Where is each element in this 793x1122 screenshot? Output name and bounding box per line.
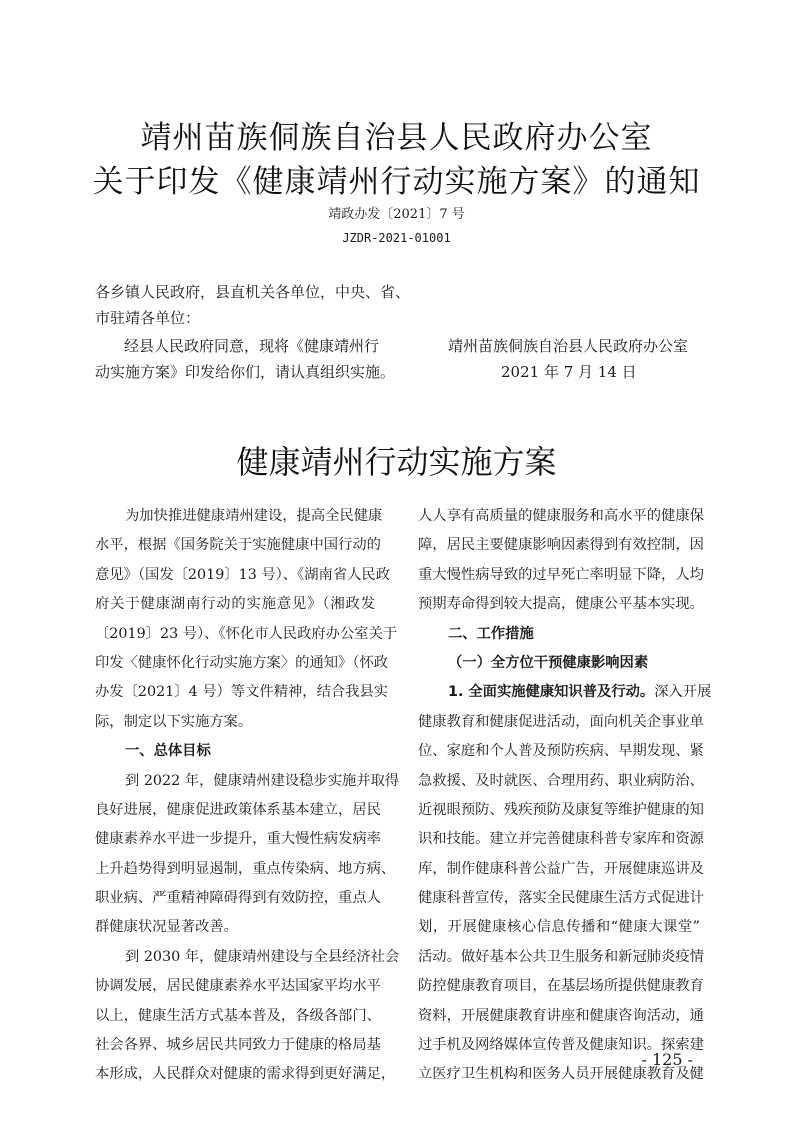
text-line: 上升趋势得到明显遏制，重点传染病、地方病、 bbox=[95, 860, 396, 877]
notice-title-line-1: 靖州苗族侗族自治县人民政府办公室 bbox=[140, 120, 653, 156]
document-number: 靖政办发〔2021〕7 号 bbox=[328, 207, 465, 222]
section-heading: 一、总体目标 bbox=[125, 743, 211, 760]
text-line: 立医疗卫生机构和医务人员开展健康教育及健 bbox=[418, 1066, 704, 1083]
text-line: 识和技能。建立并完善健康科普专家库和资源 bbox=[418, 831, 704, 848]
issuing-office: 靖州苗族侗族自治县人民政府办公室 bbox=[448, 337, 689, 355]
text-line: 以上，健康生活方式基本普及，各级各部门、 bbox=[95, 1007, 381, 1024]
plan-title: 健康靖州行动实施方案 bbox=[236, 443, 557, 481]
text-line: 健康教育和健康促进活动，面向机关企事业单 bbox=[418, 713, 704, 730]
item-heading: 1. 全面实施健康知识普及行动。 bbox=[448, 684, 655, 701]
page-number: - 125 - bbox=[641, 1050, 693, 1069]
text-line: 为加快推进健康靖州建设，提高全民健康 bbox=[125, 508, 383, 524]
text-line: 活动。做好基本公共卫生服务和新冠肺炎疫情 bbox=[418, 948, 704, 965]
notice-title-line-2: 关于印发《健康靖州行动实施方案》的通知 bbox=[92, 164, 701, 200]
item-text: 深入开展 bbox=[654, 684, 712, 701]
text-line: 到 2022 年，健康靖州建设稳步实施并取得 bbox=[125, 772, 400, 789]
recipients-line-2: 市驻靖各单位： bbox=[95, 309, 201, 327]
text-line: 重大慢性病导致的过早死亡率明显下降，人均 bbox=[418, 566, 704, 583]
text-line: 人人享有高质量的健康服务和高水平的健康保 bbox=[418, 508, 704, 524]
document-code: JZDR-2021-01001 bbox=[342, 231, 451, 245]
text-line: 预期寿命得到较大提高，健康公平基本实现。 bbox=[418, 596, 704, 613]
text-line: 防控健康教育项目，在基层场所提供健康教育 bbox=[418, 978, 704, 995]
text-line: 急救援、及时就医、合理用药、职业病防治、 bbox=[418, 772, 704, 789]
text-line: 本形成，人民群众对健康的需求得到更好满足， bbox=[95, 1066, 396, 1083]
text-line: 社会各界、城乡居民共同致力于健康的格局基 bbox=[95, 1037, 381, 1054]
right-text-column bbox=[418, 502, 712, 1090]
text-line: 到 2030 年，健康靖州建设与全县经济社会 bbox=[125, 948, 400, 965]
recipients-line-1: 各乡镇人民政府，县直机关各单位，中央、省、 bbox=[95, 283, 411, 301]
text-line: 资料，开展健康教育讲座和健康咨询活动，通 bbox=[418, 1007, 704, 1024]
section-heading: （一）全方位干预健康影响因素 bbox=[448, 654, 649, 671]
text-line: 意见》（国发〔2019〕13 号）、《湖南省人民政 bbox=[95, 566, 391, 583]
text-line: 划，开展健康核心信息传播和“健康大课堂” bbox=[418, 919, 700, 936]
text-line: 职业病、严重精神障碍得到有效防控，重点人 bbox=[95, 890, 381, 907]
text-line: 健康科普宣传，落实全民健康生活方式促进计 bbox=[418, 890, 704, 907]
text-line: 健康素养水平进一步提升，重大慢性病发病率 bbox=[95, 831, 381, 848]
notice-body-line-1: 经县人民政府同意，现将《健康靖州行 bbox=[124, 337, 380, 355]
text-line: 位、家庭和个人普及预防疾病、早期发现、紧 bbox=[418, 743, 704, 760]
text-line: 水平，根据《国务院关于实施健康中国行动的 bbox=[95, 537, 381, 554]
section-heading: 二、工作措施 bbox=[448, 625, 534, 642]
text-line: 过手机及网络媒体宣传普及健康知识。探索建 bbox=[418, 1037, 704, 1054]
text-line bbox=[418, 678, 712, 707]
text-line: 府关于健康湖南行动的实施意见》（湘政发 bbox=[95, 596, 375, 613]
text-line: 群健康状况显著改善。 bbox=[95, 919, 238, 936]
text-line: 近视眼预防、残疾预防及康复等维护健康的知 bbox=[418, 801, 704, 818]
text-line: 办发〔2021〕4 号）等文件精神，结合我县实 bbox=[95, 684, 389, 701]
text-line: 〔2019〕23 号）、《怀化市人民政府办公室关于 bbox=[95, 625, 398, 642]
issue-date: 2021 年 7 月 14 日 bbox=[501, 363, 637, 381]
text-line: 良好进展，健康促进政策体系基本建立，居民 bbox=[95, 801, 381, 818]
text-line: 库，制作健康科普公益广告，开展健康巡讲及 bbox=[418, 860, 704, 877]
text-line: 障，居民主要健康影响因素得到有效控制，因 bbox=[418, 537, 704, 554]
text-line: 际，制定以下实施方案。 bbox=[95, 713, 253, 730]
left-text-column bbox=[95, 502, 400, 1090]
notice-body-line-2: 动实施方案》印发给你们，请认真组织实施。 bbox=[95, 363, 396, 381]
text-line: 协调发展，居民健康素养水平达国家平均水平 bbox=[95, 978, 381, 995]
text-line: 印发〈健康怀化行动实施方案〉的通知》（怀政 bbox=[95, 654, 389, 671]
